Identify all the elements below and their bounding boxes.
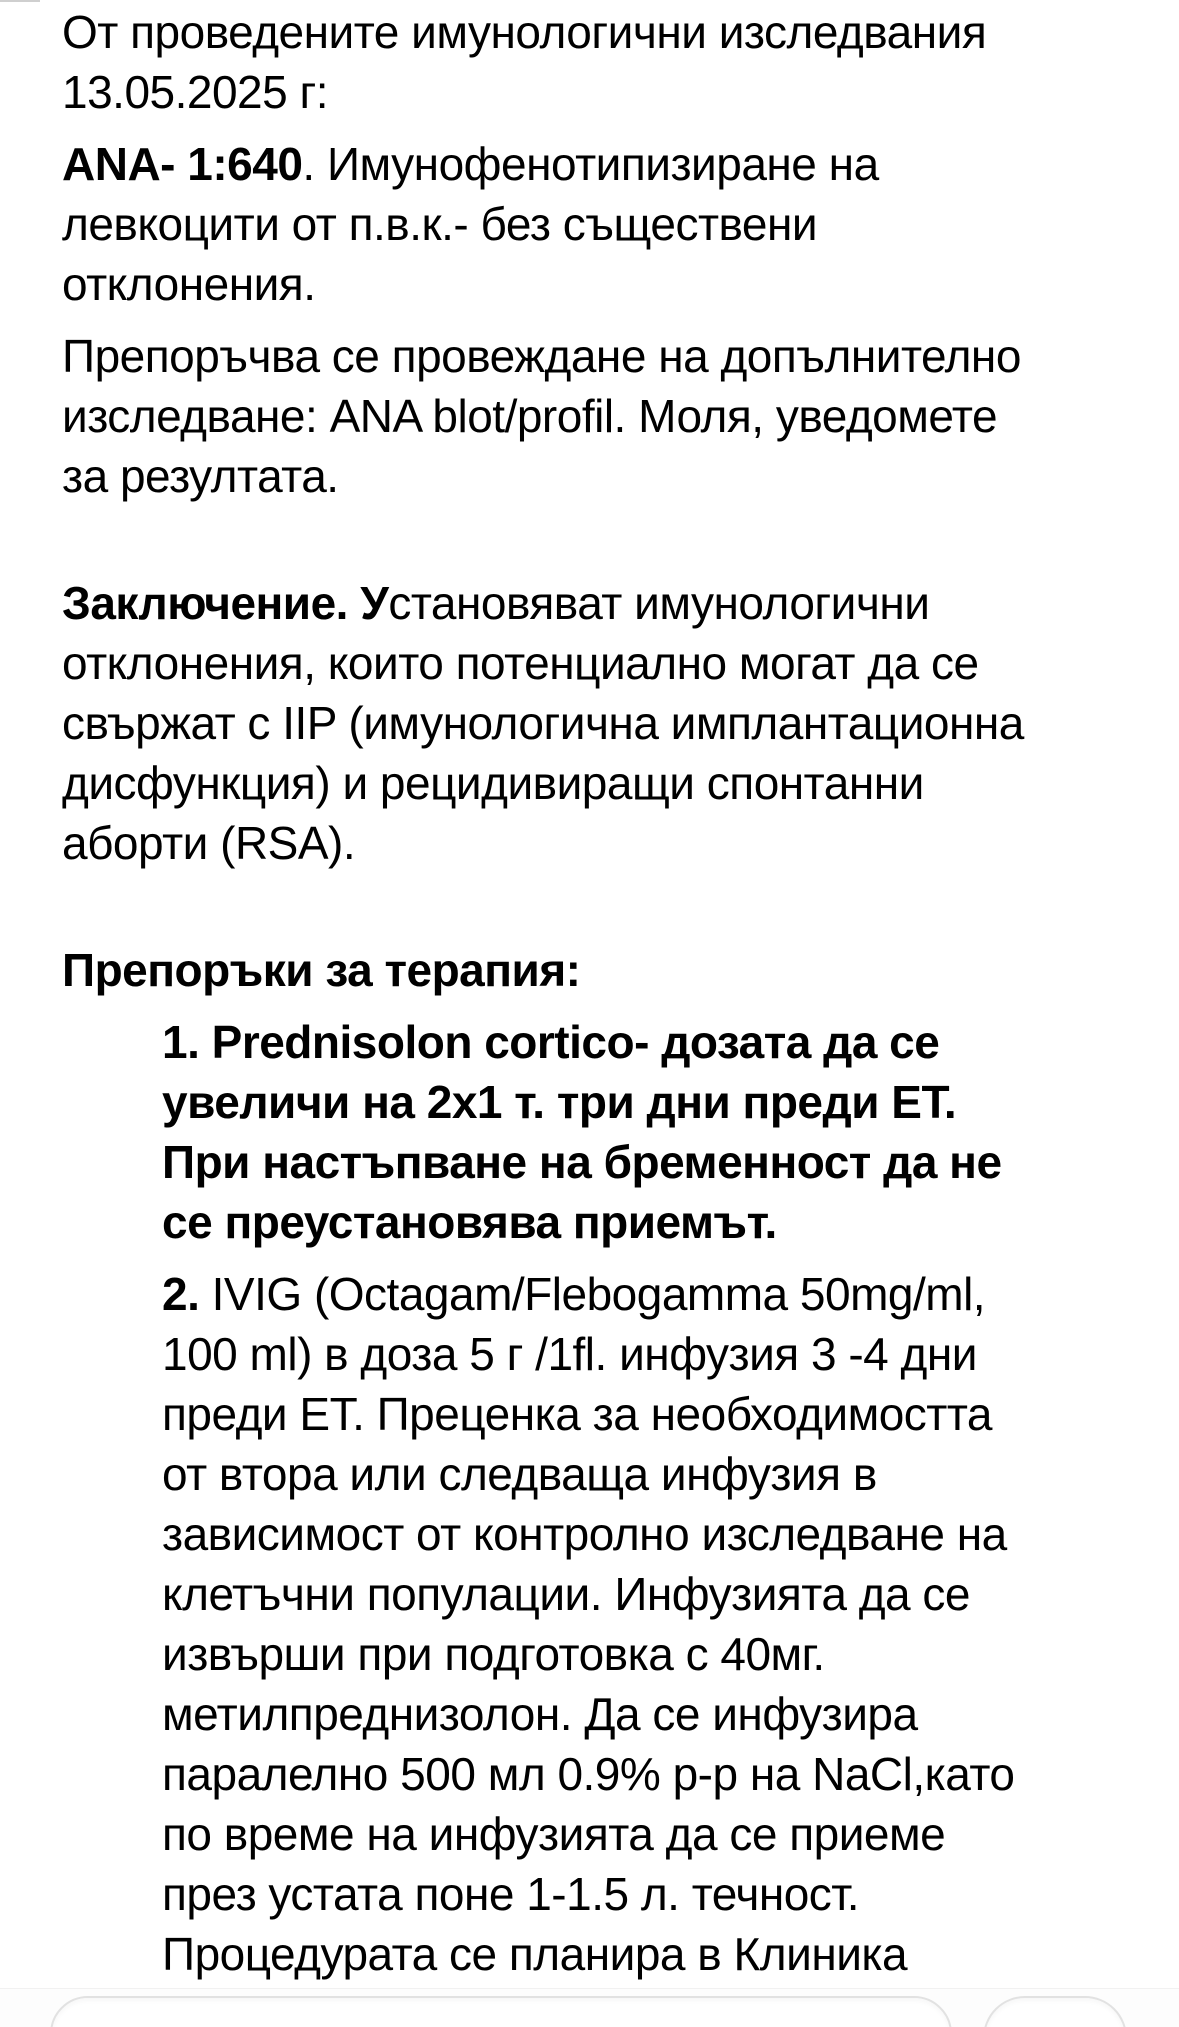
composer-button[interactable] [983, 1996, 1127, 2027]
bold-text-run: Заключение. У [62, 577, 389, 629]
text-run: изследване: ANA blot/profil. Моля, уведомете [62, 390, 998, 442]
bold-text-run: 2. [162, 1268, 212, 1320]
text-run: от втора или следваща инфузия в [162, 1448, 877, 1500]
text-run: преди ЕТ. Преценка за необходимостта [162, 1388, 993, 1440]
text-run: . Имунофенотипизиране на [302, 138, 879, 190]
text-run: клетъчни популации. Инфузията да се [162, 1568, 971, 1620]
text-run: свържат с IIP (имунологична имплантационна [62, 697, 1024, 749]
text-run: становяват имунологични [388, 577, 930, 629]
text-run: отклонения, които потенциално могат да се [62, 637, 979, 689]
text-run: IVIG (Octagam/Flebogamma 50mg/ml, [211, 1268, 986, 1320]
text-run: по време на инфузията да се приеме [162, 1808, 946, 1860]
composer-bar [0, 1988, 1179, 2027]
paragraph-spacer [62, 518, 1179, 573]
text-run: дисфункция) и рецидивиращи спонтанни [62, 757, 924, 809]
text-run: Процедурата се планира в Клиника [162, 1928, 908, 1980]
text-run: паралелно 500 мл 0.9% р-р на NaCl,като [162, 1748, 1015, 1800]
list-item-1-prednisolon [62, 1012, 1179, 1252]
paragraph-conclusion [62, 573, 1179, 873]
bold-text-run: ANA- 1:640 [62, 138, 303, 190]
text-run: през устата поне 1-1.5 л. течност. [162, 1868, 860, 1920]
text-run: зависимост от контролно изследване на [162, 1508, 1007, 1560]
text-run: 100 ml) в доза 5 г /1fl. инфузия 3 -4 дни [162, 1328, 977, 1380]
text-run: аборти (RSA). [62, 817, 356, 869]
text-run: От проведените имунологични изследвания [62, 6, 987, 58]
text-run: метилпреднизолон. Да се инфузира [162, 1688, 918, 1740]
bold-text-run: Препоръки за терапия: [62, 944, 581, 996]
text-run: отклонения. [62, 258, 316, 310]
bold-text-run: се преустановява приемът. [162, 1196, 777, 1248]
text-run: Препоръчва се провеждане на допълнително [62, 330, 1021, 382]
bold-text-run: 1. Prednisolon cortico- дозата да се [162, 1016, 940, 1068]
list-item-2-ivig [62, 1264, 1179, 1984]
text-run: 13.05.2025 г: [62, 66, 329, 118]
message-input[interactable] [50, 1996, 952, 2027]
text-run: левкоцити от п.в.к.- без съществени [62, 198, 818, 250]
paragraph-spacer [62, 885, 1179, 940]
text-run: извърши при подготовка с 40мг. [162, 1628, 825, 1680]
bold-text-run: При настъпване на бременност да не [162, 1136, 1002, 1188]
paragraph-ana-result [62, 134, 1179, 314]
paragraph-intro [62, 2, 1179, 122]
paragraph-recommendation-test [62, 326, 1179, 506]
document-body [62, 2, 1179, 1996]
paragraph-therapy-heading [62, 940, 1179, 1000]
text-run: за резултата. [62, 450, 339, 502]
bold-text-run: увеличи на 2x1 т. три дни преди ЕТ. [162, 1076, 957, 1128]
page-corner-mark [0, 0, 40, 2]
